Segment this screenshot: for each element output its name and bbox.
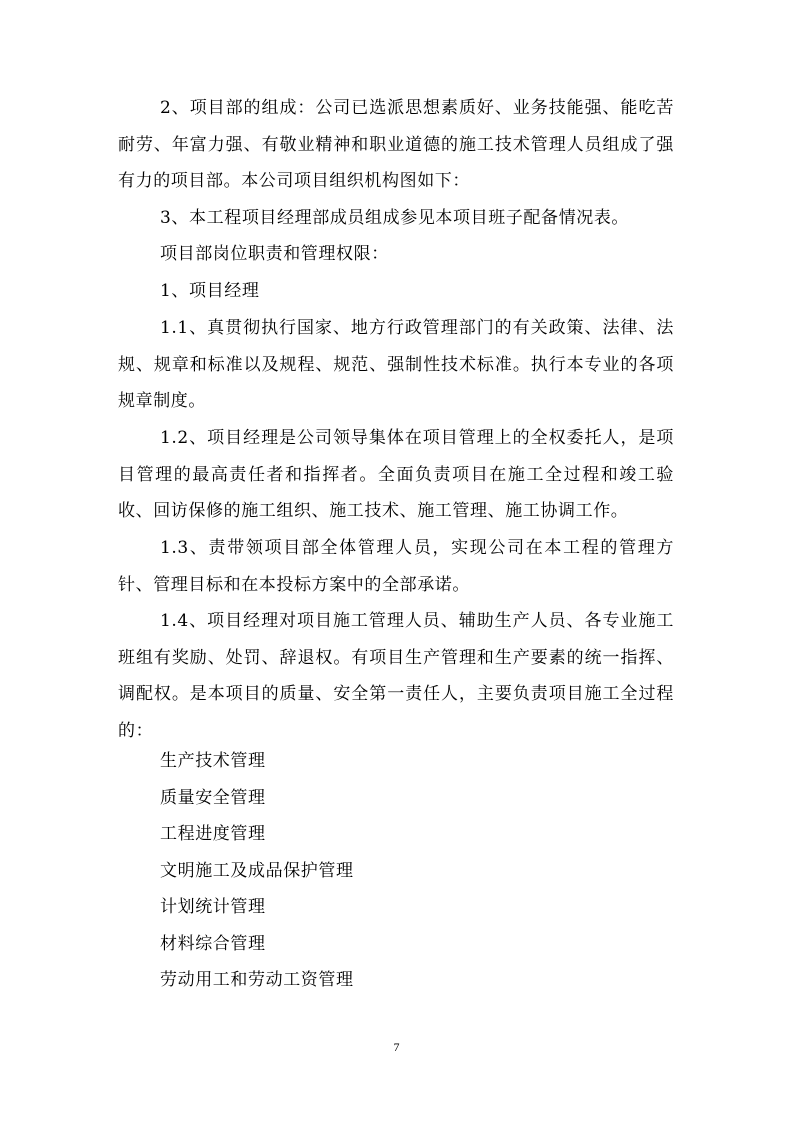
paragraph-team-members-reference: 3、本工程项目经理部成员组成参见本项目班子配备情况表。	[160, 208, 630, 228]
list-item: 材料综合管理	[160, 934, 266, 954]
paragraph-clause-1-1: 1.1、真贯彻执行国家、地方行政管理部门的有关政策、法律、法规、规章和标准以及规程、规范、强制性技术标准。执行本专业的各项规章制度。	[118, 318, 674, 411]
paragraph-clause-1-4: 1.4、项目经理对项目施工管理人员、辅助生产人员、各专业施工班组有奖励、处罚、辞退权。有项目生产管理和生产要素的统一指挥、调配权。是本项目的质量、安全第一责任人，主要负责项目施工全过程的：	[118, 611, 674, 741]
list-item: 工程进度管理	[160, 824, 266, 844]
paragraph-responsibilities-heading: 项目部岗位职责和管理权限：	[160, 244, 389, 264]
list-item: 劳动用工和劳动工资管理	[160, 970, 354, 990]
paragraph-clause-1-3: 1.3、责带领项目部全体管理人员，实现公司在本工程的管理方针、管理目标和在本投标方案中的全部承诺。	[118, 538, 674, 595]
paragraph-project-team-composition: 2、项目部的组成：公司已选派思想素质好、业务技能强、能吃苦耐劳、年富力强、有敬业精神和职业道德的施工技术管理人员组成了强有力的项目部。本公司项目组织机构图如下：	[118, 98, 674, 191]
section-heading-project-manager: 1、项目经理	[160, 281, 260, 301]
page-number: 7	[393, 1040, 400, 1054]
list-item: 文明施工及成品保护管理	[160, 861, 354, 881]
paragraph-clause-1-2: 1.2、项目经理是公司领导集体在项目管理上的全权委托人，是项目管理的最高责任者和指挥者。全面负责项目在施工全过程和竣工验收、回访保修的施工组织、施工技术、施工管理、施工协调工作。	[118, 428, 674, 521]
list-item: 质量安全管理	[160, 788, 266, 808]
list-item: 生产技术管理	[160, 751, 266, 771]
list-item: 计划统计管理	[160, 897, 266, 917]
